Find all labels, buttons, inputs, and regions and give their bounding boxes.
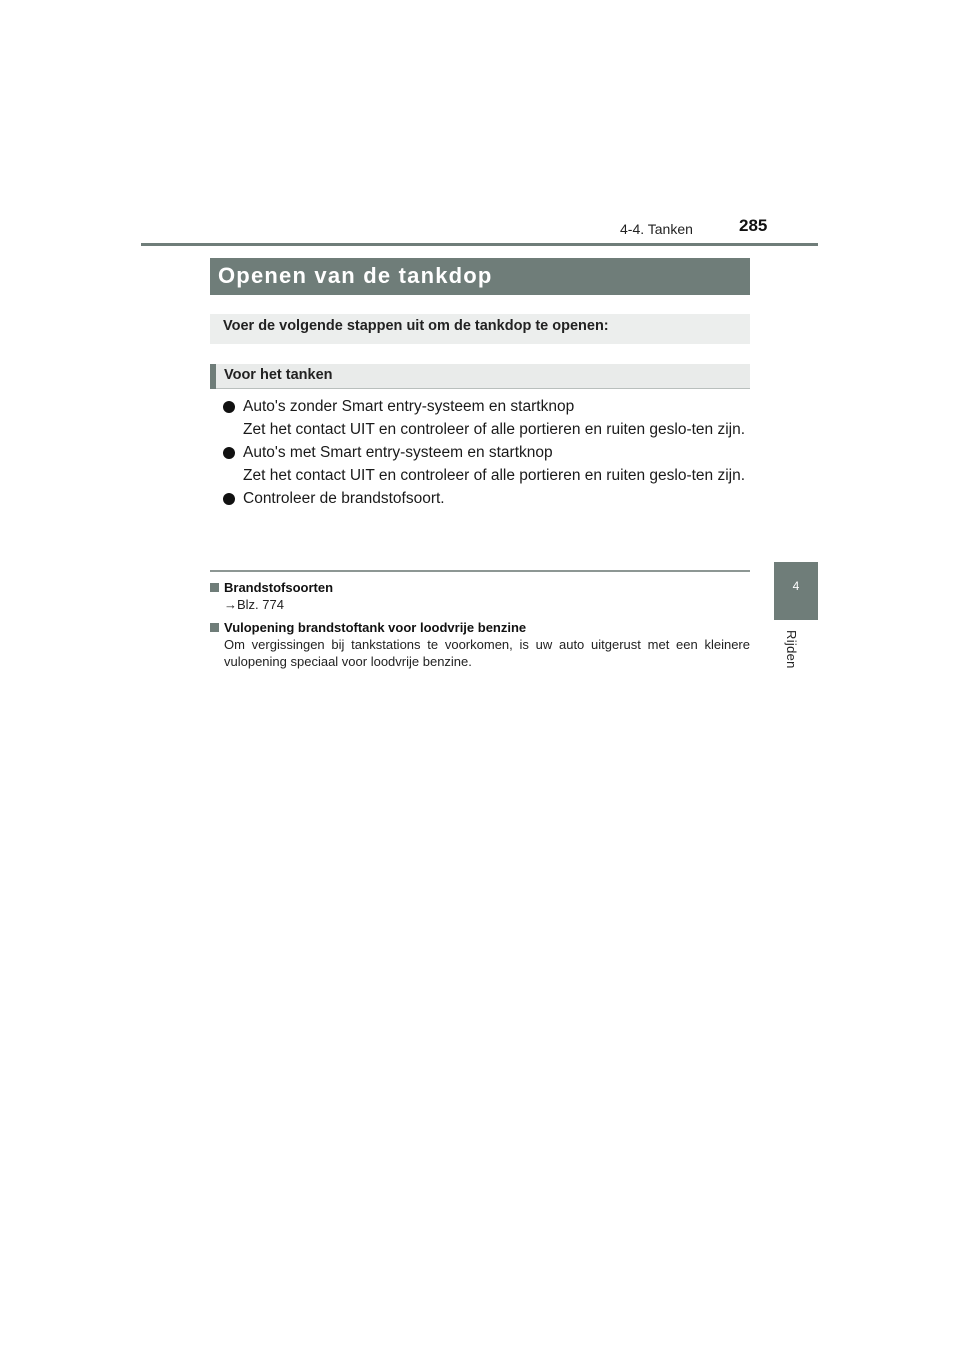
page-reference-link[interactable]: →Blz. 774 bbox=[224, 597, 284, 612]
subheading-bar bbox=[210, 364, 750, 389]
bullet-title: Controleer de brandstofsoort. bbox=[243, 490, 445, 507]
note-body: Om vergissingen bij tankstations te voorkomen, is uw auto uitgerust met een kleinere vulopening speciaal voor loodvrije benzine. bbox=[224, 637, 750, 669]
bullet-title: Auto's met Smart entry-systeem en startknop bbox=[243, 444, 553, 461]
section-label: 4-4. Tanken bbox=[620, 221, 693, 237]
note-item bbox=[210, 620, 750, 670]
bullet-dot-icon bbox=[223, 493, 235, 505]
chapter-tab bbox=[774, 562, 818, 620]
list-item bbox=[223, 396, 750, 441]
notes-section bbox=[210, 580, 750, 677]
subheading-text: Voor het tanken bbox=[224, 367, 333, 383]
page-number: 285 bbox=[739, 216, 768, 235]
list-item bbox=[223, 442, 750, 487]
section-title-bar bbox=[210, 258, 750, 295]
note-heading bbox=[210, 580, 750, 596]
bullet-dot-icon bbox=[223, 447, 235, 459]
bullet-description: Zet het contact UIT en controleer of alle portieren en ruiten geslo-ten zijn. bbox=[243, 466, 746, 484]
intro-box bbox=[210, 314, 750, 344]
bullet-description: Zet het contact UIT en controleer of alle portieren en ruiten geslo-ten zijn. bbox=[243, 420, 746, 438]
square-bullet-icon bbox=[210, 623, 219, 632]
chapter-label: Rijden bbox=[784, 630, 799, 669]
chapter-number: 4 bbox=[792, 579, 800, 593]
note-heading-text: Brandstofsoorten bbox=[224, 580, 334, 595]
subheading-accent bbox=[210, 364, 216, 389]
bullet-title: Auto's zonder Smart entry-systeem en startknop bbox=[243, 398, 575, 415]
square-bullet-icon bbox=[210, 583, 219, 592]
header-rule bbox=[141, 243, 818, 246]
bullet-dot-icon bbox=[223, 401, 235, 413]
note-heading-text: Vulopening brandstoftank voor loodvrije benzine bbox=[224, 620, 527, 635]
bullet-list bbox=[223, 396, 750, 512]
intro-text: Voer de volgende stappen uit om de tankdop te openen: bbox=[223, 318, 609, 334]
section-divider bbox=[210, 570, 750, 572]
page-title: Openen van de tankdop bbox=[218, 263, 493, 288]
note-item bbox=[210, 580, 750, 613]
note-heading bbox=[210, 620, 750, 636]
list-item bbox=[223, 488, 750, 511]
